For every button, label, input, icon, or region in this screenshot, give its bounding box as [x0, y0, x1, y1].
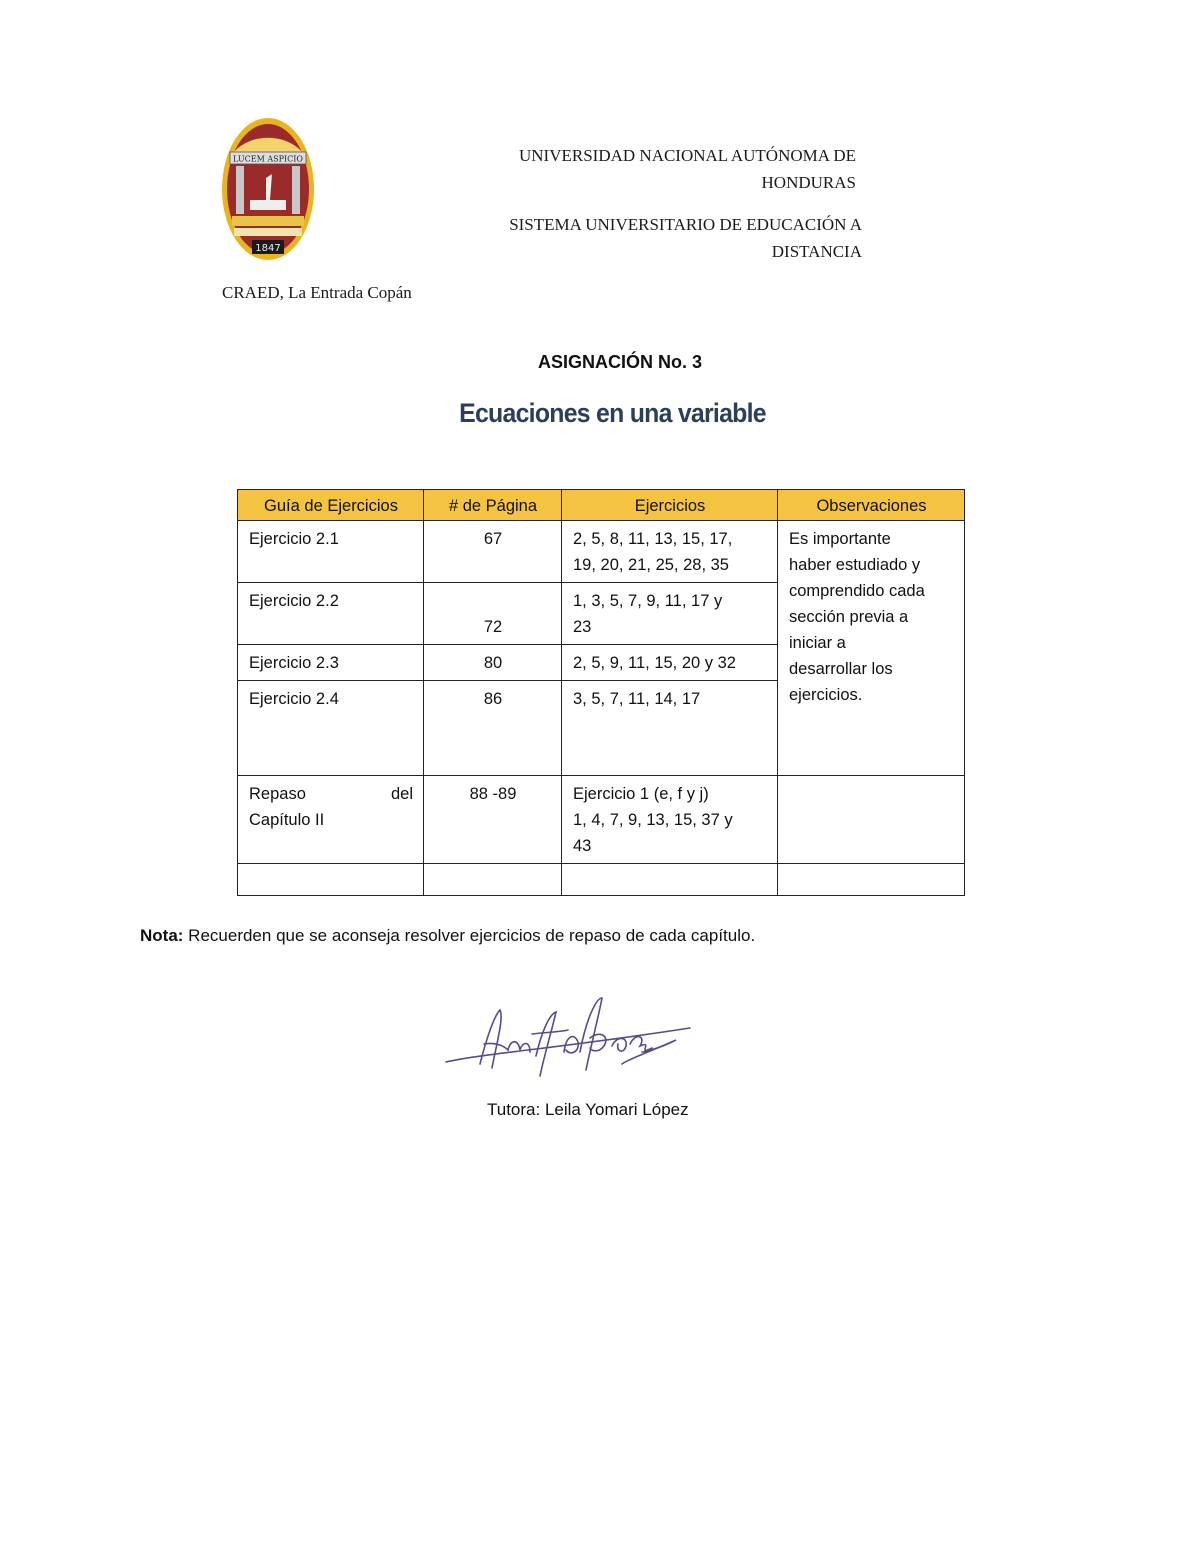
observation-line: desarrollar los	[789, 660, 893, 678]
campus-name: CRAED, La Entrada Copán	[222, 283, 412, 302]
column-header-observations: Observaciones	[778, 490, 965, 521]
university-name-line1: UNIVERSIDAD NACIONAL AUTÓNOMA DE	[519, 146, 856, 165]
guide-cell: Ejercicio 2.4	[238, 681, 424, 776]
university-seal-logo	[220, 116, 316, 262]
exercises-line: 2, 5, 8, 11, 13, 15, 17,	[573, 530, 733, 548]
university-name-line2: HONDURAS	[761, 173, 856, 192]
observations-cell	[778, 521, 965, 776]
exercises-cell: 2, 5, 9, 11, 15, 20 y 32	[562, 645, 778, 681]
seal-book	[250, 200, 286, 210]
signature-stroke-3	[580, 998, 606, 1070]
observation-line: comprendido cada	[789, 582, 925, 600]
system-name-line1: SISTEMA UNIVERSITARIO DE EDUCACIÓN A	[509, 215, 862, 234]
column-header-exercises: Ejercicios	[562, 490, 778, 521]
seal-banner	[232, 216, 304, 226]
signature	[440, 990, 700, 1086]
exercises-line: 1, 4, 7, 9, 13, 15, 37 y	[573, 811, 733, 829]
column-header-page: # de Página	[424, 490, 562, 521]
note	[140, 926, 755, 946]
guide-line	[249, 781, 413, 807]
tutor-name: Tutora: Leila Yomari López	[487, 1100, 689, 1119]
page-cell: 86	[424, 681, 562, 776]
table-row	[238, 521, 965, 583]
guide-cell: Ejercicio 2.3	[238, 645, 424, 681]
observation-line: iniciar a	[789, 634, 846, 652]
exercises-line: Ejercicio 1 (e, f y j)	[573, 785, 709, 803]
empty-cell	[778, 864, 965, 896]
signature-stroke-4	[612, 1037, 676, 1064]
empty-cell	[424, 864, 562, 896]
observation-line: haber estudiado y	[789, 556, 921, 574]
seal-column-left	[236, 166, 244, 214]
signature-stroke-1	[480, 1010, 530, 1068]
note-label: Nota:	[140, 926, 184, 945]
guide-line: Capítulo II	[249, 811, 325, 829]
exercises-line: 43	[573, 837, 592, 855]
empty-cell	[238, 864, 424, 896]
guide-word: Repaso	[249, 785, 306, 803]
exercises-cell	[562, 521, 778, 583]
page-cell: 67	[424, 521, 562, 583]
seal-banner-2	[234, 228, 302, 236]
empty-cell	[562, 864, 778, 896]
assignment-title: ASIGNACIÓN No. 3	[537, 352, 702, 372]
guide-cell	[238, 776, 424, 864]
exercises-line: 23	[573, 618, 592, 636]
seal-motto: LUCEM ASPICIO	[233, 154, 303, 164]
observation-line: ejercicios.	[789, 686, 863, 704]
system-name	[442, 211, 862, 265]
page-cell: 72	[424, 583, 562, 645]
guide-cell: Ejercicio 2.1	[238, 521, 424, 583]
exercises-line: 1, 3, 5, 7, 9, 11, 17 y	[573, 592, 723, 610]
note-text: Recuerden que se aconseja resolver ejercicios de repaso de cada capítulo.	[183, 926, 756, 945]
table-row-empty	[238, 864, 965, 896]
guide-word: del	[390, 785, 413, 803]
observation-line: Es importante	[789, 530, 891, 548]
assignment-subtitle: Ecuaciones en una variable	[459, 398, 766, 428]
exercises-cell	[562, 776, 778, 864]
seal-year: 1847	[255, 243, 281, 254]
exercise-table	[237, 489, 965, 896]
exercises-cell: 3, 5, 7, 11, 14, 17	[562, 681, 778, 776]
system-name-line2: DISTANCIA	[771, 242, 862, 261]
exercises-line: 19, 20, 21, 25, 28, 35	[573, 556, 729, 574]
column-header-guide: Guía de Ejercicios	[238, 490, 424, 521]
guide-cell: Ejercicio 2.2	[238, 583, 424, 645]
observations-cell-empty	[778, 776, 965, 864]
university-name	[436, 142, 856, 196]
observation-line: sección previa a	[789, 608, 909, 626]
table-header-row	[238, 490, 965, 521]
page-cell: 80	[424, 645, 562, 681]
exercises-cell	[562, 583, 778, 645]
page-cell: 88 -89	[424, 776, 562, 864]
seal-column-right	[292, 166, 300, 214]
table-row	[238, 776, 965, 864]
